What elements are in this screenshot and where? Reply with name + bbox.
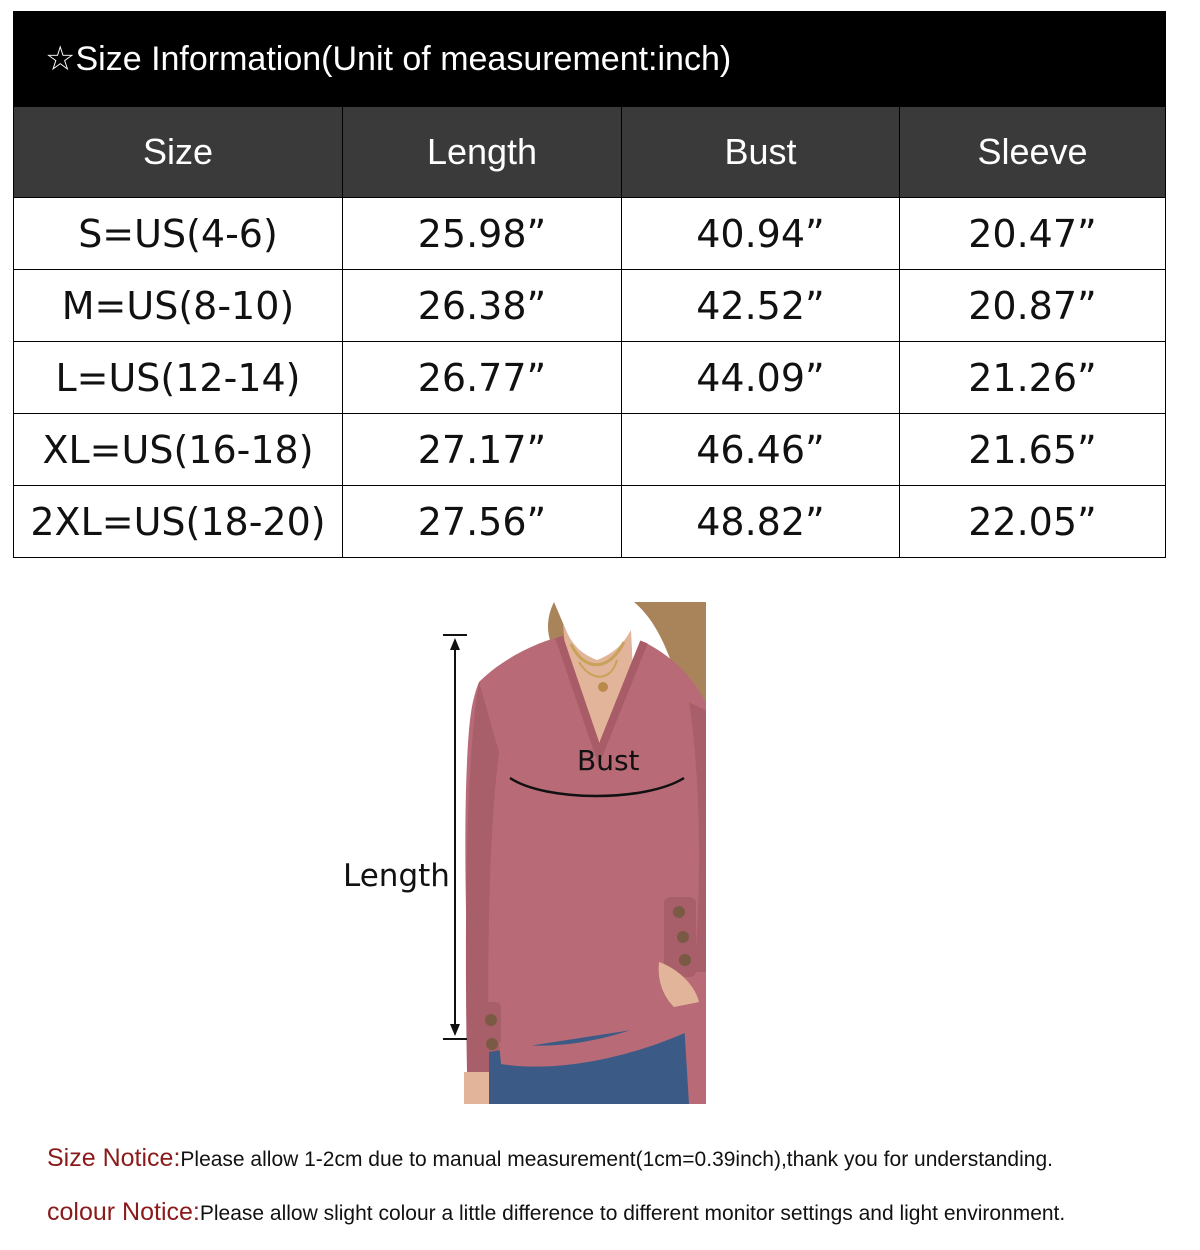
size-table <box>13 107 1166 558</box>
column-header-length: Length <box>343 107 622 198</box>
colour-notice-label: colour Notice: <box>47 1198 200 1226</box>
table-row <box>14 342 1166 414</box>
length-cell: 27.56” <box>343 486 622 558</box>
size-cell: XL=US(16-18) <box>14 414 343 486</box>
sleeve-cell: 21.65” <box>900 414 1166 486</box>
size-cell: 2XL=US(18-20) <box>14 486 343 558</box>
column-header-sleeve: Sleeve <box>900 107 1166 198</box>
size-info-title: Size Information(Unit of measurement:inch) <box>75 40 732 78</box>
size-info-title-bar <box>13 11 1166 107</box>
bust-cell: 46.46” <box>622 414 900 486</box>
size-cell: S=US(4-6) <box>14 198 343 270</box>
table-header-row <box>14 107 1166 198</box>
length-cell: 26.38” <box>343 270 622 342</box>
sleeve-cell: 20.47” <box>900 198 1166 270</box>
star-icon: ☆ <box>45 40 76 78</box>
size-notice-text: Please allow 1-2cm due to manual measurement(1cm=0.39inch),thank you for understanding. <box>180 1148 1053 1171</box>
bust-label: Bust <box>577 744 640 777</box>
table-row <box>14 414 1166 486</box>
colour-notice-text: Please allow slight colour a little difference to different monitor settings and light environment. <box>199 1202 1066 1225</box>
size-cell: M=US(8-10) <box>14 270 343 342</box>
bust-measure-curve <box>506 768 688 808</box>
size-cell: L=US(12-14) <box>14 342 343 414</box>
length-measure-arrow <box>438 634 472 1040</box>
size-notice-label: Size Notice: <box>47 1144 181 1172</box>
length-cell: 26.77” <box>343 342 622 414</box>
sleeve-cell: 20.87” <box>900 270 1166 342</box>
bust-cell: 40.94” <box>622 198 900 270</box>
column-header-bust: Bust <box>622 107 900 198</box>
size-notice <box>47 1144 1053 1173</box>
length-cell: 25.98” <box>343 198 622 270</box>
bust-cell: 42.52” <box>622 270 900 342</box>
colour-notice <box>47 1198 1065 1227</box>
sleeve-cell: 22.05” <box>900 486 1166 558</box>
table-row <box>14 486 1166 558</box>
table-row <box>14 270 1166 342</box>
length-label: Length <box>343 858 450 894</box>
bust-cell: 48.82” <box>622 486 900 558</box>
bust-cell: 44.09” <box>622 342 900 414</box>
sleeve-cell: 21.26” <box>900 342 1166 414</box>
product-model-image <box>459 602 706 1104</box>
length-cell: 27.17” <box>343 414 622 486</box>
table-row <box>14 198 1166 270</box>
column-header-size: Size <box>14 107 343 198</box>
